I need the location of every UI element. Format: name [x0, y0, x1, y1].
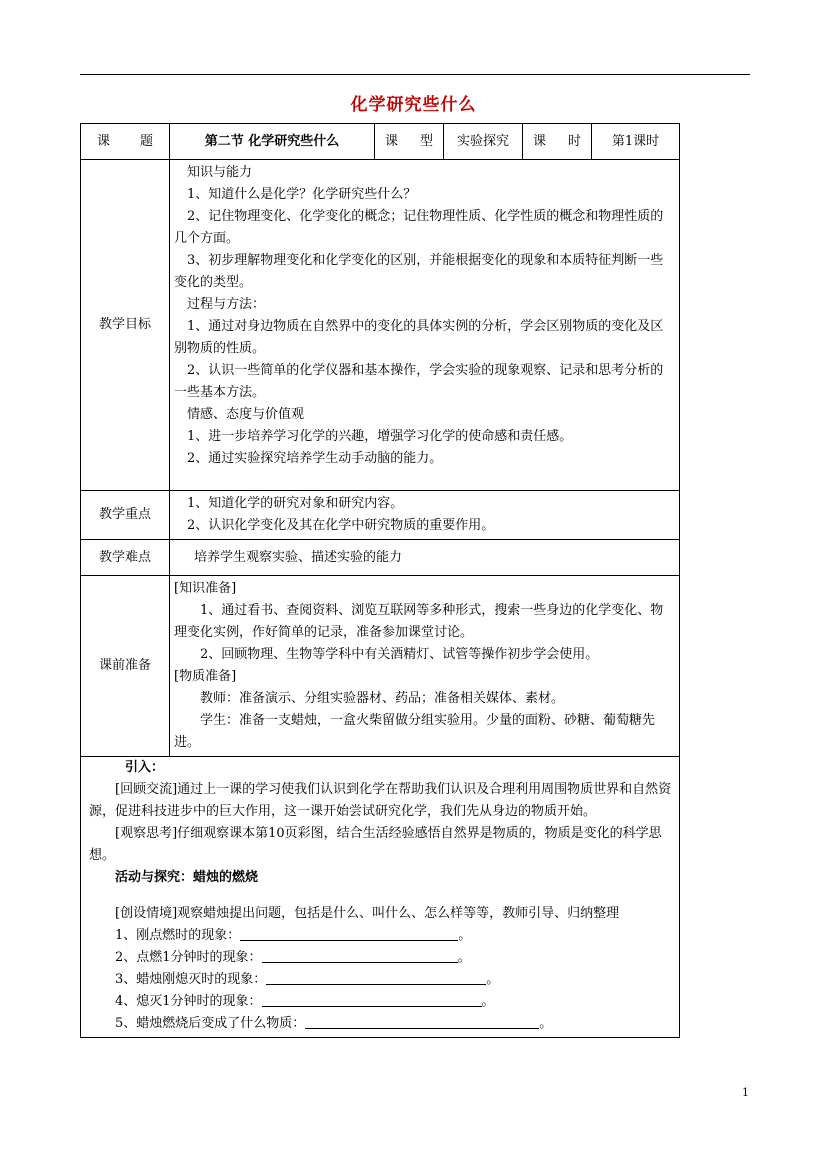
period: 。 [457, 950, 471, 965]
preparation-content [170, 576, 680, 757]
blank-line-2 [89, 947, 673, 969]
objective-line: 3、初步理解物理变化和化学变化的区别，并能根据变化的现象和本质特征判断一些变化的类型。 [174, 253, 664, 290]
objective-line: 2、认识一些简单的化学仪器和基本操作，学会实验的现象观察、记录和思考分析的一些基本方法。 [174, 363, 664, 400]
keshi-label-cell [523, 124, 592, 160]
fill-blank[interactable] [262, 947, 458, 963]
keti-label-2: 题 [139, 133, 153, 149]
key-points-row [81, 491, 680, 540]
difficulties-label: 教学难点 [81, 540, 170, 576]
objectives-row [81, 160, 680, 491]
objective-line: 1、知道什么是化学？化学研究些什么？ [187, 187, 417, 202]
period: 。 [481, 994, 495, 1009]
preparation-label: 课前准备 [81, 576, 170, 757]
fill-blank[interactable] [266, 969, 486, 985]
intro-label: 引入： [125, 760, 165, 775]
blank-prompt: 3、蜡烛刚熄灭时的现象： [115, 972, 267, 987]
review-paragraph: [回顾交流]通过上一课的学习使我们认识到化学在帮助我们认识及合理利用周围物质世界和自然资源，促进科技进步中的巨大作用，这一课开始尝试研究化学，我们先从身边的物质开始。 [89, 782, 672, 819]
kexing-label-2: 型 [419, 133, 433, 149]
blank-prompt: 1、刚点燃时的现象： [115, 928, 241, 943]
document-title: 化学研究些什么 [350, 95, 477, 115]
fill-blank[interactable] [240, 925, 458, 941]
key-points-content [170, 491, 680, 540]
kexing-label-1: 课 [385, 133, 399, 149]
header-row [81, 124, 680, 160]
kexing-label-cell [375, 124, 444, 160]
kexing-value: 实验探究 [444, 124, 523, 160]
header-rule [80, 74, 750, 75]
preparation-heading: [物质准备] [174, 669, 237, 684]
fill-blank[interactable] [305, 1013, 539, 1029]
preparation-heading: [知识准备] [174, 581, 237, 596]
fill-blank[interactable] [262, 991, 482, 1007]
keshi-value: 第1课时 [592, 124, 680, 160]
objective-line: 1、通过对身边物质在自然界中的变化的具体实例的分析，学会区别物质的变化及区别物质的性质。 [174, 319, 664, 356]
scenario-paragraph: [创设情境]观察蜡烛提出问题，包括是什么、叫什么、怎么样等等，教师引导、归纳整理 [115, 906, 620, 921]
period: 。 [486, 972, 500, 987]
blank-prompt: 5、蜡烛燃烧后变成了什么物质： [115, 1016, 306, 1031]
objectives-content [170, 160, 680, 491]
objective-line: 过程与方法： [187, 297, 266, 312]
preparation-row [81, 576, 680, 757]
keti-label-1: 课 [97, 133, 111, 149]
blank-line-4 [89, 991, 673, 1013]
period: 。 [539, 1016, 553, 1031]
blank-line-5 [89, 1013, 673, 1035]
objective-line: 知识与能力 [187, 165, 253, 180]
keti-value: 第二节 化学研究些什么 [170, 124, 375, 160]
blank-line-1 [89, 925, 673, 947]
preparation-line: 教师：准备演示、分组实验器材、药品；准备相关媒体、素材。 [200, 691, 565, 706]
blank-prompt: 2、点燃1分钟时的现象： [115, 950, 262, 965]
objective-line: 2、记住物理变化、化学变化的概念；记住物理性质、化学性质的概念和物理性质的几个方面。 [174, 209, 664, 246]
lesson-plan-table [80, 123, 680, 1038]
objectives-label: 教学目标 [81, 160, 170, 491]
keshi-label-1: 课 [533, 133, 547, 149]
process-row [81, 757, 680, 1038]
difficulties-content: 培养学生观察实验、描述实验的能力 [170, 540, 680, 576]
page-number: 1 [742, 1086, 749, 1099]
keshi-label-2: 时 [567, 133, 581, 149]
objective-line: 情感、态度与价值观 [187, 407, 305, 422]
period: 。 [458, 928, 472, 943]
preparation-line: 学生：准备一支蜡烛，一盒火柴留做分组实验用。少量的面粉、砂糖、葡萄糖先进。 [174, 713, 656, 750]
key-points-label: 教学重点 [81, 491, 170, 540]
preparation-line: 2、回顾物理、生物等学科中有关酒精灯、试管等操作初步学会使用。 [200, 647, 599, 662]
objective-line: 2、通过实验探究培养学生动手动脑的能力。 [187, 451, 443, 466]
spacer [89, 889, 673, 903]
blank-prompt: 4、熄灭1分钟时的现象： [115, 994, 262, 1009]
key-point-line: 1、知道化学的研究对象和研究内容。 [187, 496, 404, 511]
difficulties-row [81, 540, 680, 576]
activity-heading: 活动与探究：蜡烛的燃烧 [115, 870, 259, 885]
keti-label-cell [81, 124, 170, 160]
observe-paragraph: [观察思考]仔细观察课本第10页彩图，结合生活经验感悟自然界是物质的，物质是变化的科学思想。 [89, 826, 662, 863]
preparation-line: 1、通过看书、查阅资料、浏览互联网等多种形式，搜索一些身边的化学变化、物理变化实例，作好简单的记录，准备参加课堂讨论。 [174, 603, 664, 640]
key-point-line: 2、认识化学变化及其在化学中研究物质的重要作用。 [187, 518, 495, 533]
process-content [81, 757, 680, 1038]
blank-line-3 [89, 969, 673, 991]
objective-line: 1、进一步培养学习化学的兴趣，增强学习化学的使命感和责任感。 [187, 429, 573, 444]
